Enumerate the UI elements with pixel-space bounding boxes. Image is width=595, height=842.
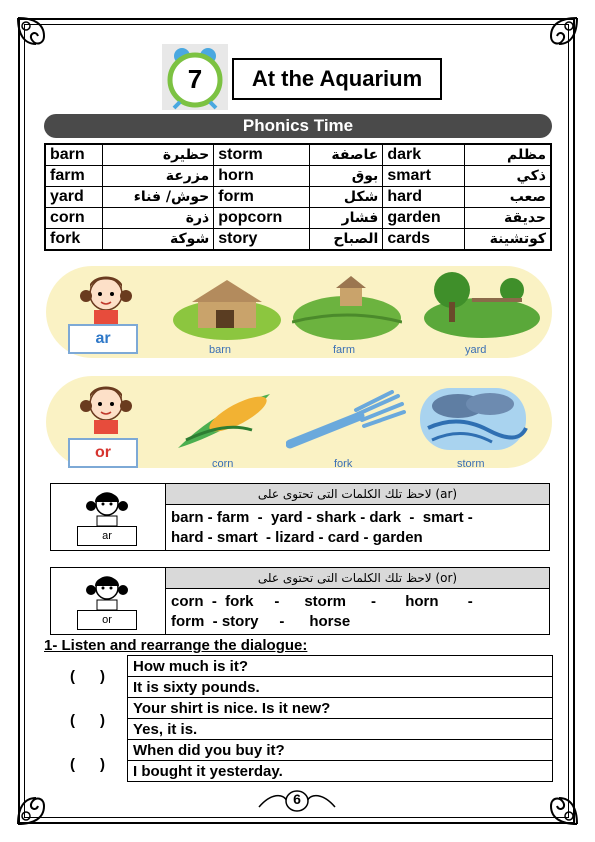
vocab-translation: عاصفة — [309, 144, 382, 166]
dialogue-line: It is sixty pounds. — [128, 677, 553, 698]
picture-label: corn — [212, 458, 234, 470]
picture-band-or — [46, 376, 552, 468]
vocab-word: cards — [383, 229, 465, 251]
vocab-word: fork — [45, 229, 103, 251]
vocab-translation: مظلم — [465, 144, 551, 166]
note-header: لاحظ تلك الكلمات التى تحتوى على (ar) — [166, 484, 549, 505]
vocab-word: storm — [214, 144, 310, 166]
girl-outline-icon — [77, 572, 137, 612]
table-row — [45, 208, 551, 229]
girl-holding-sign-icon — [76, 270, 136, 326]
vocab-translation: الصباح — [309, 229, 382, 251]
picture-label: barn — [209, 344, 232, 356]
table-row — [45, 144, 551, 166]
table-row — [45, 166, 551, 187]
vocab-word: hard — [383, 187, 465, 208]
vocab-word: dark — [383, 144, 465, 166]
note-box-or — [50, 567, 550, 635]
storm-picture-icon — [418, 384, 528, 464]
corner-ornament-bottom-right-icon — [537, 784, 581, 828]
table-row — [128, 761, 553, 782]
dialogue-line: When did you buy it? — [128, 740, 553, 761]
note-words-line-1: corn - fork - storm - horn - — [171, 593, 473, 610]
order-bracket[interactable]: ( ) — [70, 712, 105, 729]
farm-picture-icon — [292, 272, 402, 352]
picture-label: farm — [333, 344, 355, 356]
vocab-word: barn — [45, 144, 103, 166]
vocab-translation: كوتشينة — [465, 229, 551, 251]
picture-label: fork — [334, 458, 353, 470]
vocab-word: corn — [45, 208, 103, 229]
note-image-cell — [51, 568, 166, 634]
vocab-word: story — [214, 229, 310, 251]
alarm-clock-icon — [162, 44, 228, 110]
corner-ornament-top-left-icon — [14, 14, 58, 58]
note-words-line-2: hard - smart - lizard - card - garden — [171, 529, 423, 546]
picture-label: storm — [457, 458, 485, 470]
lesson-title: At the Aquarium — [232, 58, 442, 100]
dialogue-table — [127, 655, 553, 782]
girl-holding-sign-icon — [76, 380, 136, 436]
note-sign-label: or — [77, 610, 137, 630]
table-row — [128, 740, 553, 761]
vocab-translation: حوش/ فناء — [103, 187, 214, 208]
vocab-translation: صعب — [465, 187, 551, 208]
lesson-header — [162, 44, 440, 104]
vocab-word: smart — [383, 166, 465, 187]
vocab-translation: بوق — [309, 166, 382, 187]
table-row — [128, 656, 553, 677]
vocabulary-table — [44, 143, 552, 251]
vocab-translation: فشار — [309, 208, 382, 229]
table-row — [128, 719, 553, 740]
vocab-translation: شوكة — [103, 229, 214, 251]
vocab-translation: حديقة — [465, 208, 551, 229]
note-box-ar — [50, 483, 550, 551]
table-row — [45, 229, 551, 251]
page-number: 6 — [293, 791, 301, 807]
corn-picture-icon — [172, 384, 282, 464]
table-row — [128, 677, 553, 698]
task-title: 1- Listen and rearrange the dialogue: — [44, 637, 308, 654]
vocab-translation: شكل — [309, 187, 382, 208]
barn-picture-icon — [172, 272, 282, 352]
vocab-translation: مزرعة — [103, 166, 214, 187]
table-row — [45, 187, 551, 208]
dialogue-line: Yes, it is. — [128, 719, 553, 740]
order-bracket[interactable]: ( ) — [70, 756, 105, 773]
picture-label: yard — [465, 344, 487, 356]
vocab-word: yard — [45, 187, 103, 208]
note-words-line-1: barn - farm - yard - shark - dark - smart - — [171, 509, 473, 526]
girl-outline-icon — [77, 488, 137, 528]
corner-ornament-bottom-left-icon — [14, 784, 58, 828]
vocab-word: farm — [45, 166, 103, 187]
dialogue-line: Your shirt is nice. Is it new? — [128, 698, 553, 719]
dialogue-line: How much is it? — [128, 656, 553, 677]
note-words-line-2: form - story - horse — [171, 613, 351, 630]
section-title: Phonics Time — [44, 114, 552, 138]
note-header: لاحظ تلك الكلمات التى تحتوى على (or) — [166, 568, 549, 589]
table-row — [128, 698, 553, 719]
dialogue-line: I bought it yesterday. — [128, 761, 553, 782]
picture-band-ar — [46, 266, 552, 358]
lesson-number: 7 — [187, 64, 203, 94]
vocab-word: form — [214, 187, 310, 208]
sign-or: or — [68, 438, 138, 468]
vocab-translation: حظيرة — [103, 144, 214, 166]
corner-ornament-top-right-icon — [537, 14, 581, 58]
order-bracket[interactable]: ( ) — [70, 668, 105, 685]
vocab-word: horn — [214, 166, 310, 187]
vocab-translation: ذكي — [465, 166, 551, 187]
page-number-ornament — [257, 789, 337, 813]
vocab-word: garden — [383, 208, 465, 229]
note-image-cell — [51, 484, 166, 550]
note-sign-label: ar — [77, 526, 137, 546]
yard-picture-icon — [412, 268, 522, 348]
vocab-translation: ذرة — [103, 208, 214, 229]
vocab-word: popcorn — [214, 208, 310, 229]
sign-ar: ar — [68, 324, 138, 354]
